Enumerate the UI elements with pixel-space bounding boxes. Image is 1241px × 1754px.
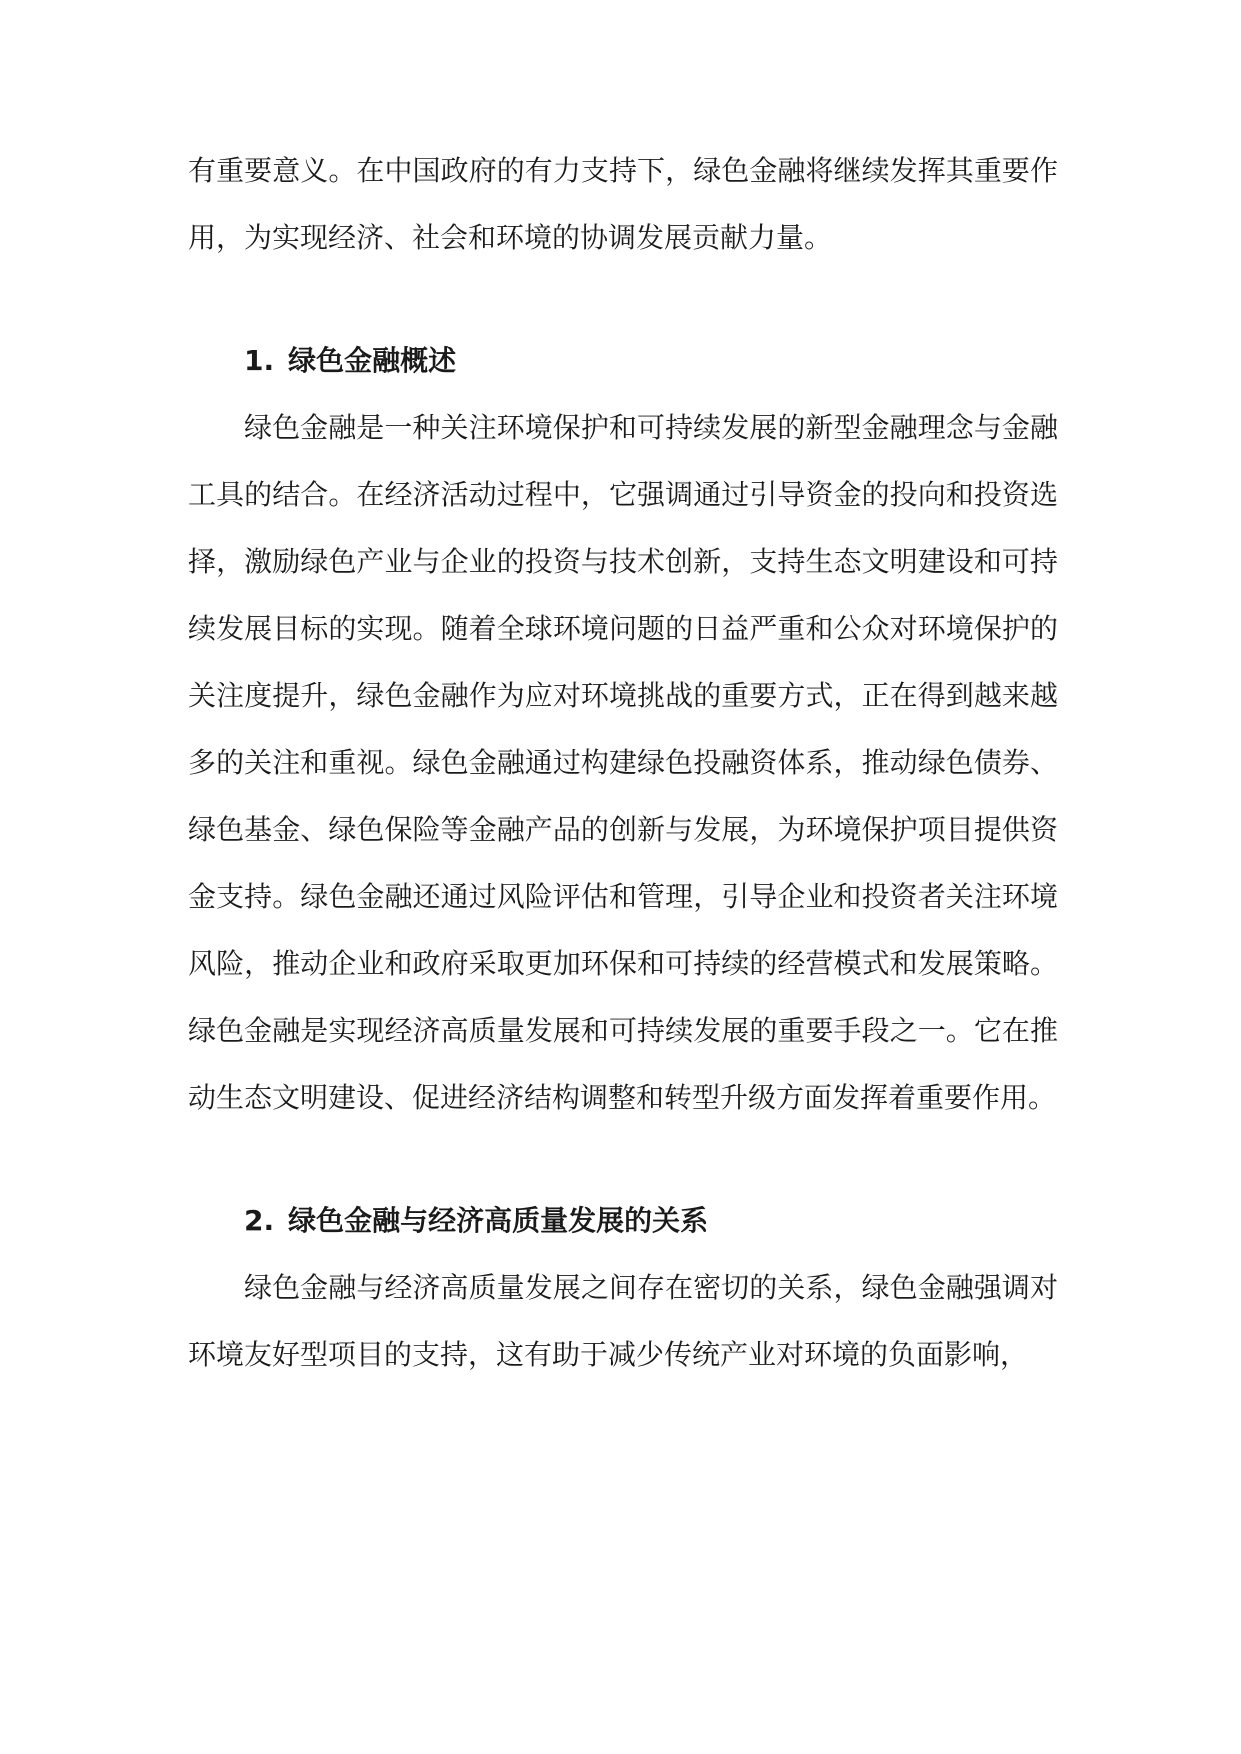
intro-paragraph: 有重要意义。在中国政府的有力支持下，绿色金融将继续发挥其重要作用，为实现经济、社会和环境的协调发展贡献力量。 [188, 154, 1058, 254]
section-1-number: 1. [244, 344, 275, 377]
document-body [188, 137, 1058, 1388]
section-2-number: 2. [244, 1204, 275, 1237]
section-2-heading [188, 1187, 1058, 1254]
section-1-paragraph: 绿色金融是一种关注环境保护和可持续发展的新型金融理念与金融工具的结合。在经济活动过程中，它强调通过引导资金的投向和投资选择，激励绿色产业与企业的投资与技术创新，支持生态文明建设和可持续发展目标的实现。随着全球环境问题的日益严重和公众对环境保护的关注度提升，绿色金融作为应对环境挑战的重要方式，正在得到越来越多的关注和重视。绿色金融通过构建绿色投融资体系，推动绿色债券、绿色基金、绿色保险等金融产品的创新与发展，为环境保护项目提供资金支持。绿色金融还通过风险评估和管理，引导企业和投资者关注环境风险，推动企业和政府采取更加环保和可持续的经营模式和发展策略。绿色金融是实现经济高质量发展和可持续发展的重要手段之一。它在推动生态文明建设、促进经济结构调整和转型升级方面发挥着重要作用。 [188, 411, 1058, 1114]
section-1-title: 绿色金融概述 [288, 344, 457, 377]
section-2-title: 绿色金融与经济高质量发展的关系 [288, 1204, 709, 1237]
section-2-paragraph: 绿色金融与经济高质量发展之间存在密切的关系，绿色金融强调对环境友好型项目的支持，这有助于减少传统产业对环境的负面影响， [188, 1271, 1058, 1371]
section-1-heading [188, 327, 1058, 394]
